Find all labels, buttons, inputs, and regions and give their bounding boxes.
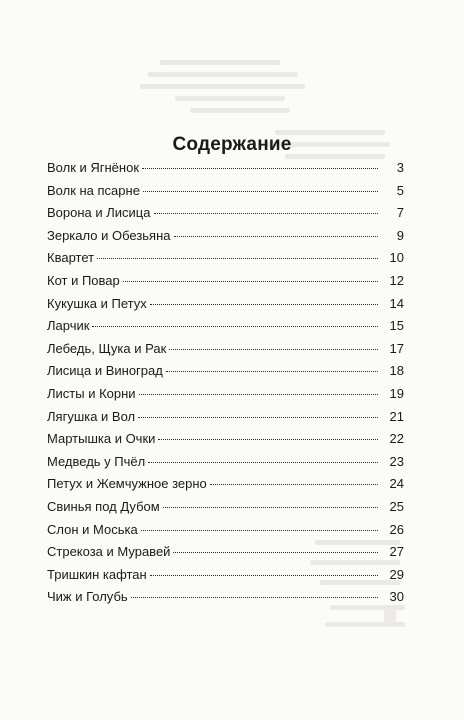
show-through-text [190, 108, 290, 113]
toc-entry-page-number: 22 [389, 431, 404, 447]
dot-leader [131, 597, 378, 598]
dot-leader [158, 439, 378, 440]
toc-entry-title: Свинья под Дубом [47, 498, 160, 514]
toc-entry-page-number: 5 [396, 182, 404, 198]
toc-entry-title: Лягушка и Вол [47, 408, 136, 424]
toc-entry-title: Слон и Моська [47, 521, 138, 537]
dot-leader [141, 530, 378, 531]
toc-entry-page-number: 3 [396, 160, 404, 175]
toc-entry [47, 225, 404, 248]
dot-leader [174, 236, 379, 237]
toc-entry [47, 270, 404, 293]
dot-leader [139, 394, 378, 395]
toc-entry-page-number: 18 [389, 363, 404, 379]
dot-leader [97, 258, 378, 259]
dot-leader [150, 304, 378, 305]
page-title: Содержание [172, 133, 292, 155]
toc-entry [47, 473, 404, 496]
dot-leader [210, 484, 378, 485]
toc-entry [47, 541, 404, 564]
show-through-text [160, 60, 280, 65]
toc-entry-title: Листы и Корни [47, 385, 136, 401]
show-through-text [148, 72, 298, 77]
toc-entry [47, 428, 404, 451]
toc-entry-page-number: 10 [389, 250, 404, 266]
toc-entry-title: Лисица и Виноград [47, 363, 163, 379]
toc-entry-title: Тришкин кафтан [47, 566, 147, 582]
dot-leader [148, 462, 378, 463]
dot-leader [138, 417, 378, 418]
toc-entry [47, 564, 404, 587]
toc-entry [47, 586, 404, 609]
toc-entry-page-number: 12 [389, 272, 404, 288]
toc-entry-title: Волк на псарне [47, 182, 140, 198]
toc-entry-title: Лебедь, Щука и Рак [47, 340, 167, 356]
table-of-contents [47, 157, 404, 609]
dot-leader [163, 507, 378, 508]
dot-leader [166, 371, 378, 372]
toc-entry [47, 247, 404, 270]
toc-entry-title: Стрекоза и Муравей [47, 544, 171, 560]
toc-entry-page-number: 14 [389, 295, 404, 311]
toc-entry [47, 383, 404, 406]
toc-entry-page-number: 9 [396, 227, 404, 243]
toc-entry-title: Медведь у Пчёл [47, 453, 146, 469]
show-through-text [175, 96, 285, 101]
dot-leader [92, 326, 378, 327]
toc-entry-title: Петух и Жемчужное зерно [47, 476, 207, 492]
toc-entry [47, 519, 404, 542]
toc-entry-page-number: 19 [389, 385, 404, 401]
toc-entry-page-number: 29 [389, 566, 404, 582]
toc-entry-page-number: 21 [389, 408, 404, 424]
toc-entry-page-number: 27 [389, 544, 404, 560]
dot-leader [154, 213, 379, 214]
toc-entry [47, 360, 404, 383]
toc-entry [47, 315, 404, 338]
dot-leader [169, 349, 378, 350]
toc-entry [47, 202, 404, 225]
toc-entry-title: Квартет [47, 250, 95, 266]
toc-entry [47, 451, 404, 474]
toc-entry-page-number: 30 [389, 589, 404, 605]
dot-leader [123, 281, 378, 282]
toc-entry-page-number: 17 [389, 340, 404, 356]
toc-entry-title: Волк и Ягнёнок [47, 160, 140, 175]
toc-entry-page-number: 25 [389, 498, 404, 514]
toc-entry-title: Кот и Повар [47, 272, 120, 288]
toc-entry-page-number: 26 [389, 521, 404, 537]
toc-entry [47, 180, 404, 203]
toc-entry-title: Ларчик [47, 318, 90, 334]
toc-entry-page-number: 23 [389, 453, 404, 469]
toc-entry-page-number: 7 [396, 205, 404, 221]
toc-entry [47, 406, 404, 429]
toc-entry-title: Ворона и Лисица [47, 205, 151, 221]
dot-leader [150, 575, 378, 576]
show-through-text [140, 84, 305, 89]
show-through-text [325, 622, 405, 627]
toc-entry-title: Кукушка и Петух [47, 295, 147, 311]
toc-entry-title: Чиж и Голубь [47, 589, 128, 605]
toc-entry-page-number: 15 [389, 318, 404, 334]
dot-leader [143, 191, 378, 192]
dot-leader [142, 168, 378, 169]
toc-entry [47, 157, 404, 180]
toc-entry [47, 338, 404, 361]
dot-leader [173, 552, 378, 553]
toc-entry [47, 496, 404, 519]
toc-entry-title: Мартышка и Очки [47, 431, 156, 447]
toc-entry-page-number: 24 [389, 476, 404, 492]
toc-entry [47, 293, 404, 316]
show-through-mark [384, 608, 396, 622]
toc-entry-title: Зеркало и Обезьяна [47, 227, 171, 243]
